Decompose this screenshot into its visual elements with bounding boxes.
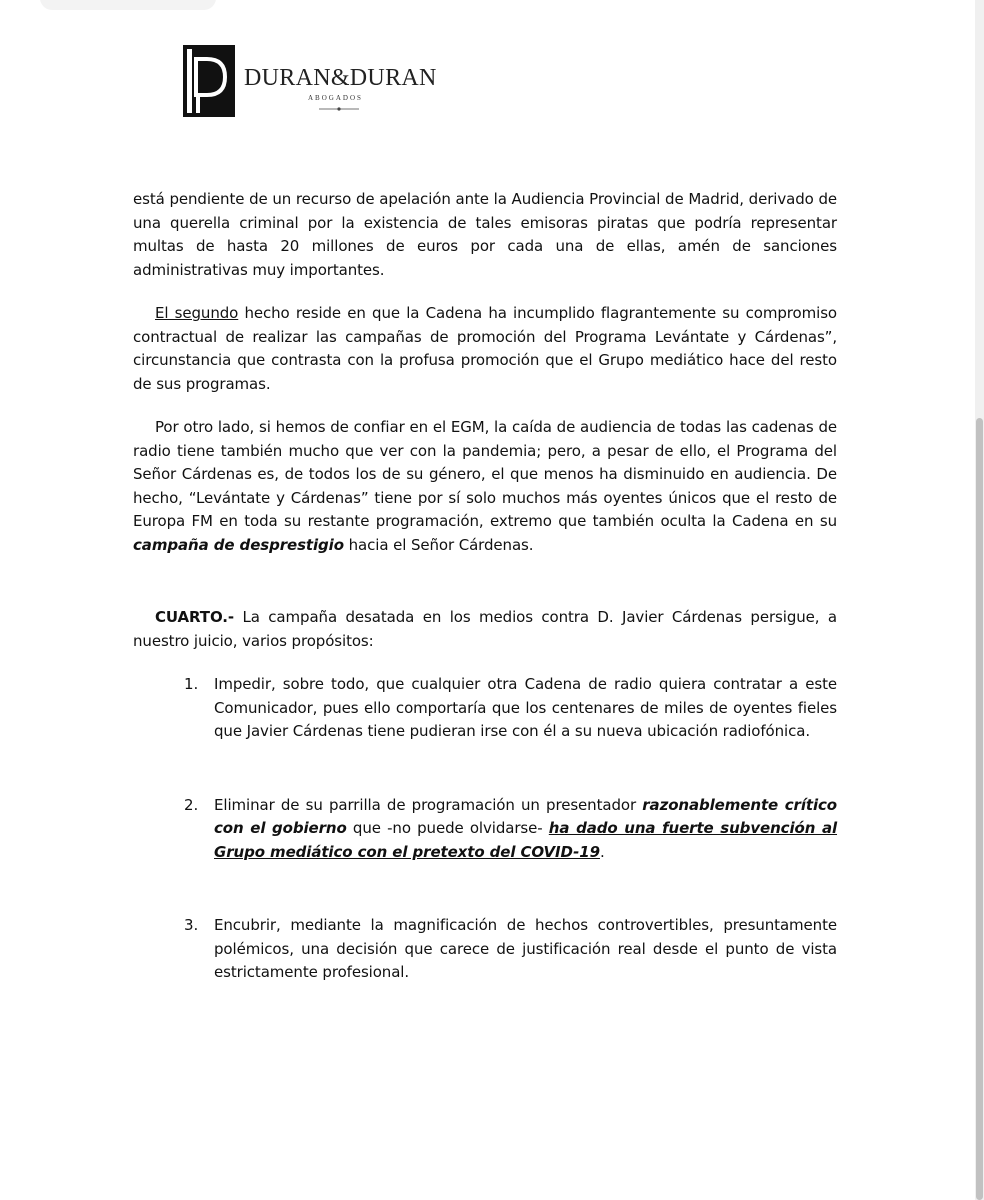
paragraph-egm: Por otro lado, si hemos de confiar en el EGM, la caída de audiencia de todas las cadenas de radio tiene también mucho que ver con la pandemia; pero, a pesar de ello, el Programa del Señor Cárdenas es, de todos los de su género, el que menos ha disminuido en audiencia. De hecho, “Levántate y Cárdenas” tiene por sí solo muchos más oyentes únicos que el resto de Europa FM en toda su restante programación, extremo que también oculta la Cadena en su campaña de desprestigio hacia el Señor Cárdenas.: [133, 418, 837, 554]
scrollbar-track[interactable]: [975, 0, 984, 1200]
paragraph-appeal: está pendiente de un recurso de apelación ante la Audiencia Provincial de Madrid, derivado de una querella criminal por la existencia de tales emisoras piratas que podría representar multas de hasta 20 millones de euros por cada una de ellas, amén de sanciones administrativas muy importantes.: [133, 190, 837, 279]
emphasis-campaign: campaña de desprestigio: [133, 535, 344, 554]
firm-logo: [183, 45, 443, 120]
list-item: 2. Eliminar de su parrilla de programación un presentador razonablemente crítico con el gobierno que -no puede olvidarse- ha dado una fuerte subvención al Grupo mediático con el pretexto del COVID-19.: [184, 795, 838, 861]
firm-name: DURAN&DURAN: [244, 65, 437, 91]
list-item: 1. Impedir, sobre todo, que cualquier otra Cadena de radio quiera contratar a este Comunicador, pues ello comportaría que los centenares de miles de oyentes fieles que Javier Cárdenas tiene pudieran irse con él a su nueva ubicación radiofónica.: [184, 675, 837, 740]
document-body: [133, 188, 837, 985]
duran-monogram-icon: [183, 45, 235, 117]
second-fact-label: El segundo: [155, 304, 239, 322]
emphasis-subsidy: ha dado una fuerte subvención al Grupo mediático con el pretexto del COVID-19: [214, 819, 838, 861]
emphasis-critical: razonablemente crítico con el gobierno: [214, 795, 837, 837]
paragraph-cuarto: CUARTO.- La campaña desatada en los medios contra D. Javier Cárdenas persigue, a nuestro juicio, varios propósitos:: [133, 608, 837, 650]
paragraph-second-fact: El segundo hecho reside en que la Cadena ha incumplido flagrantemente su compromiso contractual de realizar las campañas de promoción del Programa Levántate y Cárdenas”, circunstancia que contrasta con la profusa promoción que el Grupo mediático hace del resto de sus programas.: [133, 304, 837, 393]
section-label-cuarto: CUARTO.-: [155, 608, 234, 626]
firm-subtitle: ABOGADOS: [308, 94, 363, 102]
list-item: 3. Encubrir, mediante la magnificación de hechos controvertibles, presuntamente polémicos, una decisión que carece de justificación real desde el punto de vista estrictamente profesional.: [184, 916, 837, 981]
flourish-ornament-icon: [319, 106, 359, 112]
browser-tab-remnant: [40, 0, 216, 10]
purposes-list: [133, 673, 837, 985]
scrollbar-thumb[interactable]: [976, 418, 983, 1200]
